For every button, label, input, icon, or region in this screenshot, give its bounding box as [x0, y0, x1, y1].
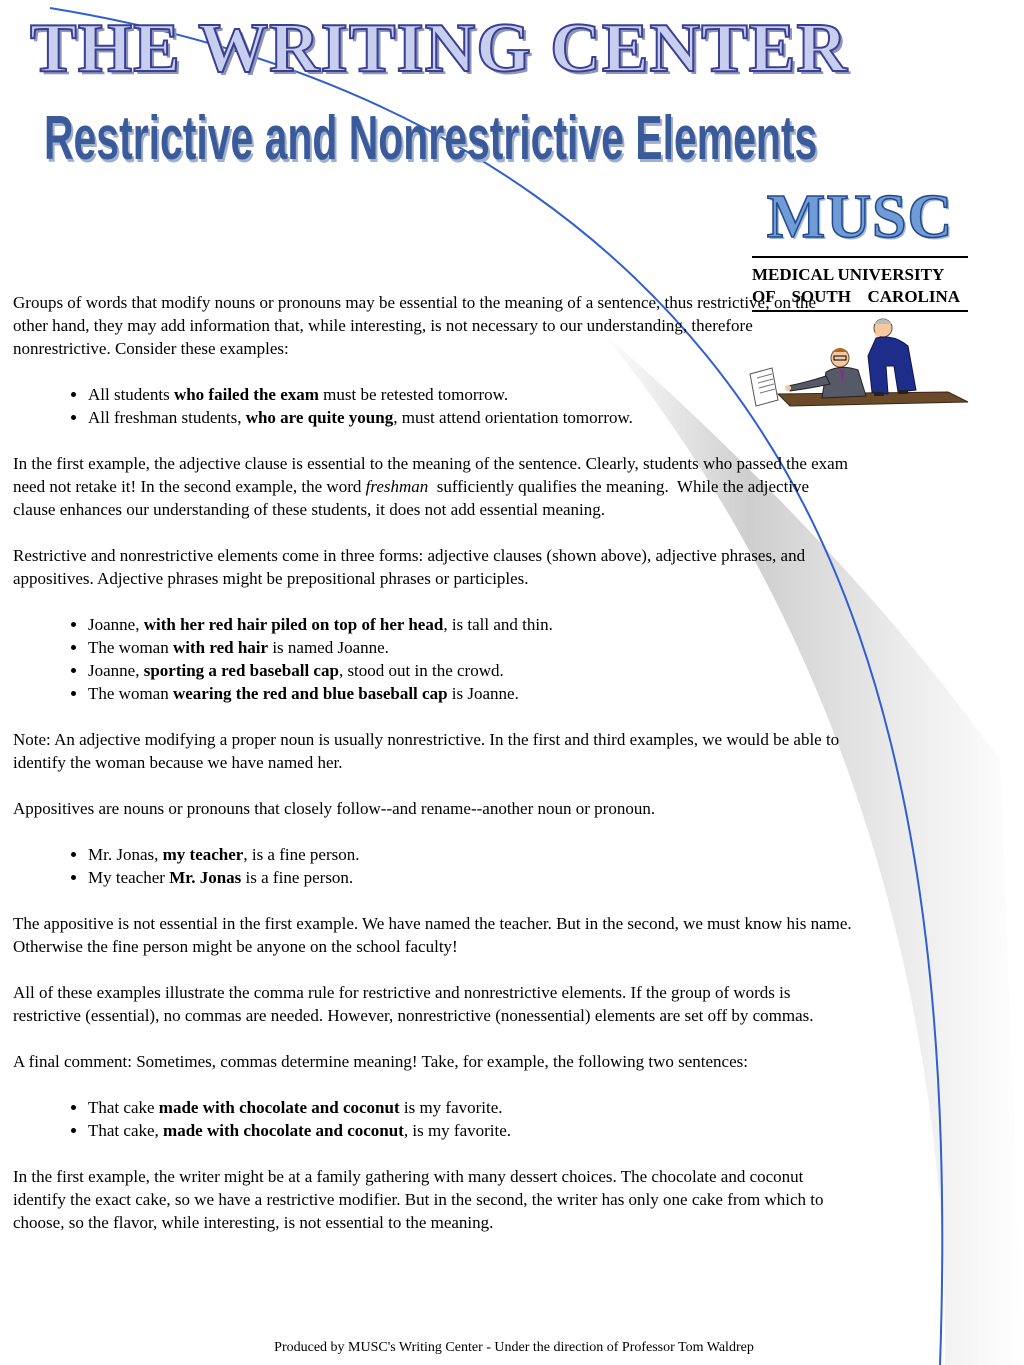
logo-wordmark: MUSC — [766, 183, 954, 251]
forms-paragraph: Restrictive and nonrestrictive elements come in three forms: adjective clauses (shown above), adjective phrases, and appositives. Adjective phrases might be prepositional phrases or participles. — [13, 546, 806, 588]
appositive-explanation-paragraph: The appositive is not essential in the first example. We have named the teacher. But in the second, we must know his name. Otherwise the fine person might be anyone on the school faculty! — [13, 914, 852, 956]
comma-rule-paragraph: All of these examples illustrate the comma rule for restrictive and nonrestrictive elements. If the group of words is restrictive (essential), no commas are needed. However, nonrestrictive (nonessential) elements are set off by commas. — [13, 983, 814, 1025]
example-list-cake — [13, 1096, 853, 1142]
note-paragraph: Note: An adjective modifying a proper noun is usually nonrestrictive. In the first and third examples, we would be able to identify the woman because we have named her. — [13, 730, 840, 772]
appositives-paragraph: Appositives are nouns or pronouns that closely follow--and rename--another noun or pronoun. — [13, 799, 656, 818]
list-item: • That cake made with chocolate and coconut is my favorite. — [88, 1096, 853, 1119]
list-item: • Joanne, with her red hair piled on top of her head, is tall and thin. — [88, 613, 853, 636]
page-title: THE WRITING CENTER — [30, 10, 849, 87]
list-item: • Joanne, sporting a red baseball cap, stood out in the crowd. — [88, 659, 853, 682]
list-item: • My teacher Mr. Jonas is a fine person. — [88, 866, 853, 889]
logo-line-1: MEDICAL UNIVERSITY — [752, 265, 945, 284]
article-body — [13, 291, 853, 1257]
example-list-appositives — [13, 843, 853, 889]
list-item: • All freshman students, who are quite young, must attend orientation tomorrow. — [88, 406, 853, 429]
list-item: • That cake, made with chocolate and coconut, is my favorite. — [88, 1119, 853, 1142]
conclusion-paragraph: In the first example, the writer might be at a family gathering with many dessert choices. The chocolate and coconut identify the exact cake, so we have a restrictive modifier. But in the second, the writer has only one cake from which to choose, so the flavor, while interesting, is not essential to the meaning. — [13, 1167, 824, 1232]
intro-paragraph: Groups of words that modify nouns or pronouns may be essential to the meaning of a sentence, thus restrictive; on the other hand, they may add information that, while interesting, is not necessary to our understanding, therefore nonrestrictive. Consider these examples: — [13, 293, 817, 358]
list-item: • The woman wearing the red and blue baseball cap is Joanne. — [88, 682, 853, 705]
logo-line-2: OF SOUTH CAROLINA — [752, 287, 961, 306]
list-item: • The woman with red hair is named Joanne. — [88, 636, 853, 659]
explanation-paragraph: In the first example, the adjective clause is essential to the meaning of the sentence. Clearly, students who passed the exam need not retake it! In the second example, the word freshman sufficiently qualifies the meaning. While the adjective clause enhances our understanding of these students, it does not add essential meaning. — [13, 454, 848, 519]
final-comment-paragraph: A final comment: Sometimes, commas determine meaning! Take, for example, the following two sentences: — [13, 1052, 748, 1071]
example-list-phrases — [13, 613, 853, 705]
page-subtitle: Restrictive and Nonrestrictive Elements — [44, 104, 818, 173]
page-footer: Produced by MUSC's Writing Center - Under the direction of Professor Tom Waldrep — [274, 1340, 754, 1355]
list-item: • Mr. Jonas, my teacher, is a fine person. — [88, 843, 853, 866]
list-item: • All students who failed the exam must be retested tomorrow. — [88, 383, 853, 406]
logo-divider — [752, 256, 968, 258]
example-list-clauses — [13, 383, 853, 429]
